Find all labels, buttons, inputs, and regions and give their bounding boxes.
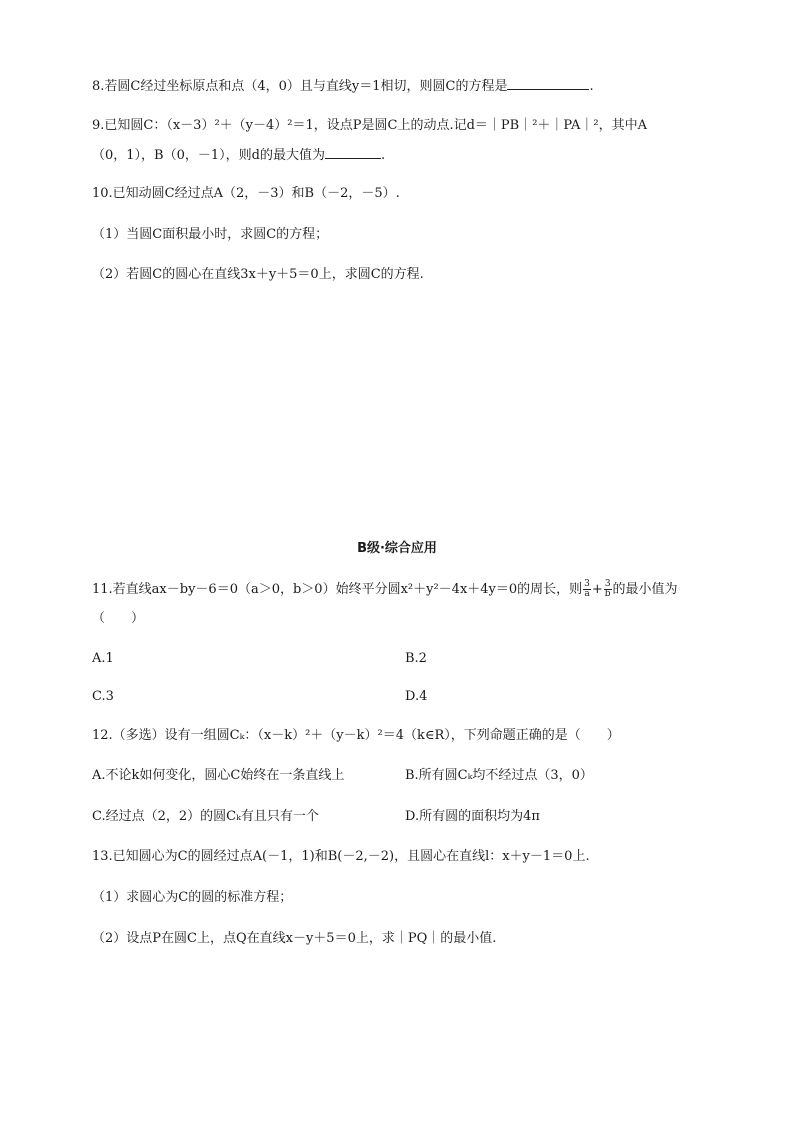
question-13-part-2 (92, 930, 496, 948)
question-11-option-b: B.2 (405, 651, 427, 666)
question-9-tail: . (380, 148, 386, 163)
question-10-text: 10.已知动圆C经过点A（2，－3）和B（－2，－5）. (92, 186, 400, 201)
question-13-part-1-text: （1）求圆心为C的圆的标准方程； (92, 890, 293, 905)
question-13-text: 13.已知圆心为C的圆经过点A(－1，1)和B(－2,－2)，且圆心在直线l：x＋y－1＝0上. (92, 849, 590, 864)
question-10-part-2 (92, 266, 424, 284)
question-8-tail: . (589, 79, 594, 94)
question-12-stem (92, 727, 620, 745)
question-12-option-c: C.经过点（2，2）的圆Cₖ有且只有一个 (92, 809, 319, 824)
question-9-line-2 (92, 146, 385, 165)
question-11-stem (92, 580, 678, 599)
question-10-stem (92, 185, 400, 203)
fraction-3-over-a (583, 580, 591, 599)
question-13-part-2-text: （2）设点P在圆C上，点Q在直线x－y＋5＝0上，求｜PQ｜的最小值. (92, 931, 497, 946)
answer-parentheses: （ ） (92, 611, 145, 626)
question-10-part-1 (92, 226, 328, 244)
answer-blank (507, 77, 589, 90)
section-b-heading: B级·综合应用 (357, 541, 437, 556)
question-12-option-b: B.所有圆Cₖ均不经过点（3，0） (405, 768, 593, 783)
question-13-stem (92, 848, 590, 866)
answer-blank (325, 146, 381, 159)
question-12-text: 12.（多选）设有一组圆Cₖ：（x－k）²＋（y－k）²＝4（k∈R），下列命题正确的是（ ） (92, 728, 620, 743)
question-8 (92, 77, 594, 96)
question-8-text: 8.若圆C经过坐标原点和点（4，0）且与直线y＝1相切，则圆C的方程是 (92, 79, 508, 94)
question-11-text-a: 11.若直线ax－by－6＝0（a＞0，b＞0）始终平分圆x²＋y²－4x＋4y＝0的周长，则 (92, 582, 583, 597)
question-12-option-a: A.不论k如何变化，圆心C始终在一条直线上 (92, 768, 345, 783)
question-11-option-a: A.1 (92, 651, 114, 666)
question-9-line-1 (92, 117, 647, 135)
fraction-denominator: a (584, 589, 590, 599)
fraction-numerator: 3 (604, 579, 611, 589)
plus-sign: + (591, 582, 603, 597)
question-11-option-d: D.4 (405, 689, 428, 704)
question-9-text-1: 9.已知圆C：（x－3）²＋（y－4）²＝1，设点P是圆C上的动点.记d＝｜PB｜²＋｜PA｜²，其中A (92, 118, 647, 133)
question-11-paren (92, 610, 144, 628)
question-12-option-d: D.所有圆的面积均为4π (405, 809, 540, 824)
fraction-numerator: 3 (584, 579, 590, 589)
question-10-part-2-text: （2）若圆C的圆心在直线3x＋y＋5＝0上，求圆C的方程. (92, 267, 424, 282)
fraction-denominator: b (604, 589, 611, 599)
question-9-text-2: （0，1），B（0，－1），则d的最大值为 (92, 148, 325, 163)
question-10-part-1-text: （1）当圆C面积最小时，求圆C的方程； (92, 227, 329, 242)
question-11-text-b: 的最小值为 (612, 582, 678, 597)
fraction-3-over-b (604, 580, 612, 599)
question-11-option-c: C.3 (92, 689, 114, 704)
question-13-part-1 (92, 889, 292, 907)
